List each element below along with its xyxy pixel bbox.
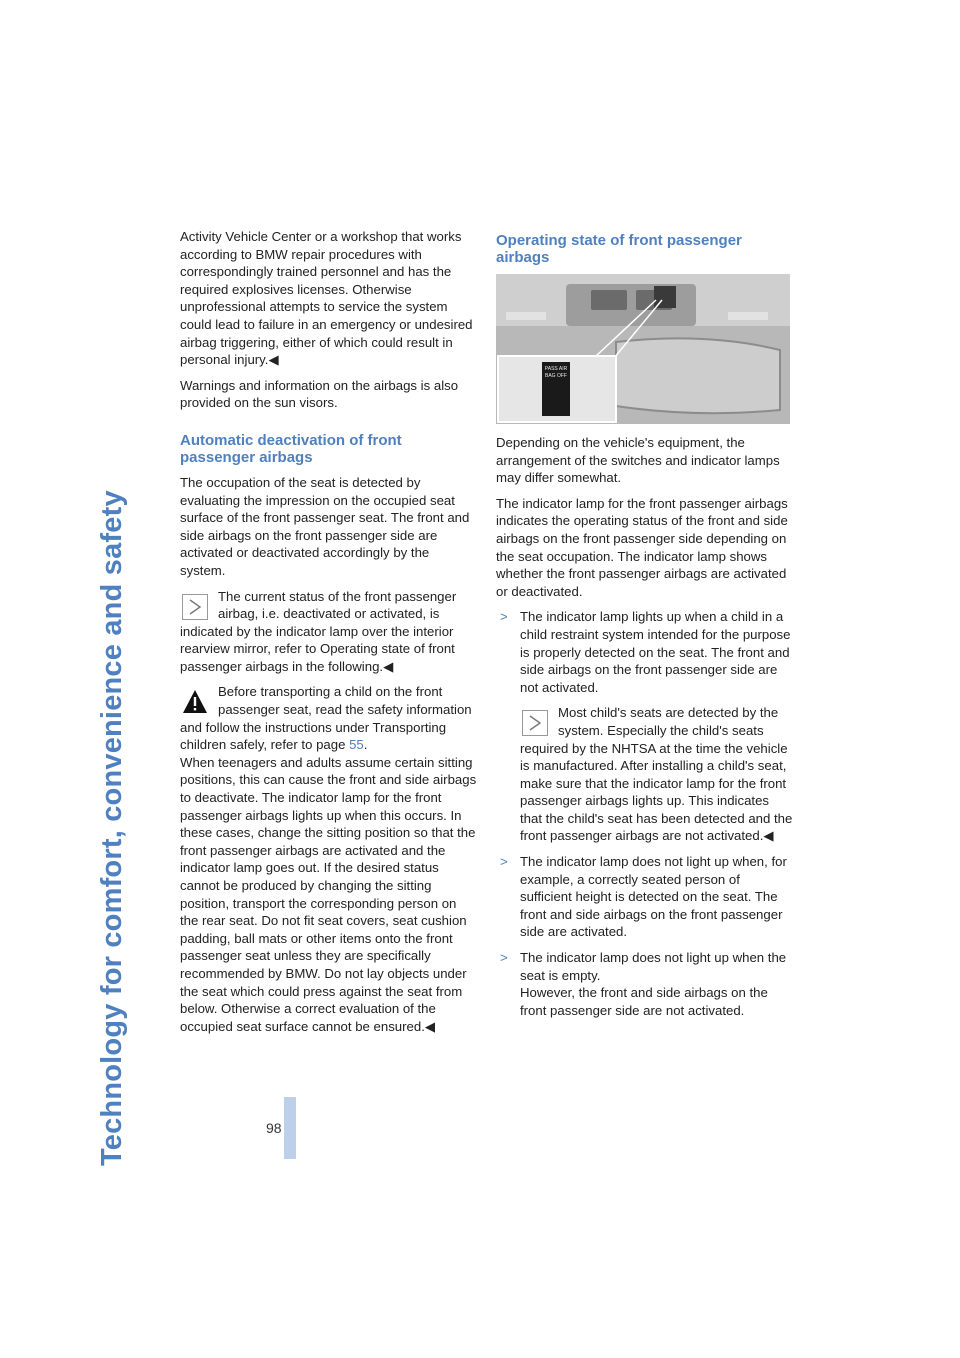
info-note: [520, 704, 794, 845]
warning-text-end: .: [363, 737, 368, 753]
note-icon: [522, 710, 548, 736]
paragraph: The indicator lamp for the front passenger airbags indicates the operating status of the front and side airbags on the front passenger side depending on the seat occupation. The indicator lamp shows whether the front passenger airbags are activated or deactivated.: [496, 495, 788, 599]
side-title: Technology for comfort, convenience and safety: [96, 490, 128, 1166]
warning-icon: [182, 689, 208, 715]
page-number: 98: [266, 1120, 282, 1136]
indicator-lamp-photo: [496, 274, 790, 424]
paragraph: Activity Vehicle Center or a workshop that works according to BMW repair procedures with correspondingly trained personnel and has the required explosives licenses. Otherwise unprofessional attempts to service the system could lead to failure in an emergency or undesired airbag triggering, either of which could result in personal injury.◀: [180, 229, 473, 368]
page-marker-bar: [284, 1097, 296, 1159]
right-column: [496, 228, 794, 1027]
note-icon: [182, 594, 208, 620]
list-item-text: However, the front and side airbags on the front passenger side are not activated.: [520, 985, 768, 1018]
note-text: Most child's seats are detected by the system. Especially the child's seats required by the NHTSA at the time the vehicle is manufactured. After installing a child's seat, make sure that the indicator lamp for the front passenger airbags lights up. This indicates that the child's seat has been detected and the front passenger airbags are not activated.◀: [520, 705, 793, 844]
list-item-text: The indicator lamp does not light up when the seat is empty.: [520, 950, 787, 983]
paragraph: Warnings and information on the airbags is also provided on the sun visors.: [180, 377, 459, 411]
list-item: [496, 853, 794, 941]
note-text: The current status of the front passenger airbag, i.e. deactivated or activated, is indicated by the indicator lamp over the interior rearview mirror, refer to Operating state of front passenger airbags in the following.◀: [180, 588, 457, 674]
section-heading: Operating state of front passenger airbags: [496, 232, 742, 266]
indicator-label: PASS AIR BAG OFF: [544, 366, 568, 379]
paragraph: The occupation of the seat is detected by evaluating the impression on the occupied seat surface of the front passenger seat. The front and side airbags on the front passenger side are activated or deactivated accordingly by the system.: [180, 474, 470, 578]
info-note: [180, 588, 478, 676]
warning-text: Before transporting a child on the front passenger seat, read the safety information and follow the instructions under Transporting children safely, refer to page: [180, 684, 472, 753]
warning-note: [180, 683, 478, 1035]
paragraph: Depending on the vehicle's equipment, the arrangement of the switches and indicator lamps may differ somewhat.: [496, 435, 780, 486]
page-link[interactable]: 55: [349, 737, 364, 753]
list-item-text: The indicator lamp does not light up when, for example, a correctly seated person of sufficient height is detected on the seat. The front and side airbags on the front passenger side are activated.: [520, 854, 787, 940]
section-heading: Automatic deactivation of front passenger airbags: [180, 431, 402, 466]
interior-mirror-illustration: [496, 274, 790, 424]
bullet-mark: >: [500, 854, 508, 870]
warning-paragraph: When teenagers and adults assume certain sitting positions, this can cause the front and side airbags to deactivate. The indicator lamp for the front passenger airbags lights up when this occurs. In these cases, change the sitting position so that the front passenger airbags are activated and the indicator lamp goes out. If the desired status cannot be produced by changing the sitting position, transport the corresponding person on the rear seat. Do not fit seat covers, seat cushion padding, ball mats or other items onto the front passenger seat unless they are specifically recommended by BMW. Do not lay objects under the seat which could press against the seat from below. Otherwise a correct evaluation of the occupied seat surface cannot be ensured.◀: [180, 754, 477, 1034]
bullet-mark: >: [500, 950, 508, 966]
list-item: [496, 949, 794, 1019]
list-item-text: The indicator lamp lights up when a child in a child restraint system intended for the purpose is properly detected on the seat. The front and side airbags on the front passenger side are not activated.: [520, 609, 791, 695]
bullet-mark: >: [500, 609, 508, 625]
left-column: [180, 228, 478, 1043]
list-item: [496, 608, 794, 845]
